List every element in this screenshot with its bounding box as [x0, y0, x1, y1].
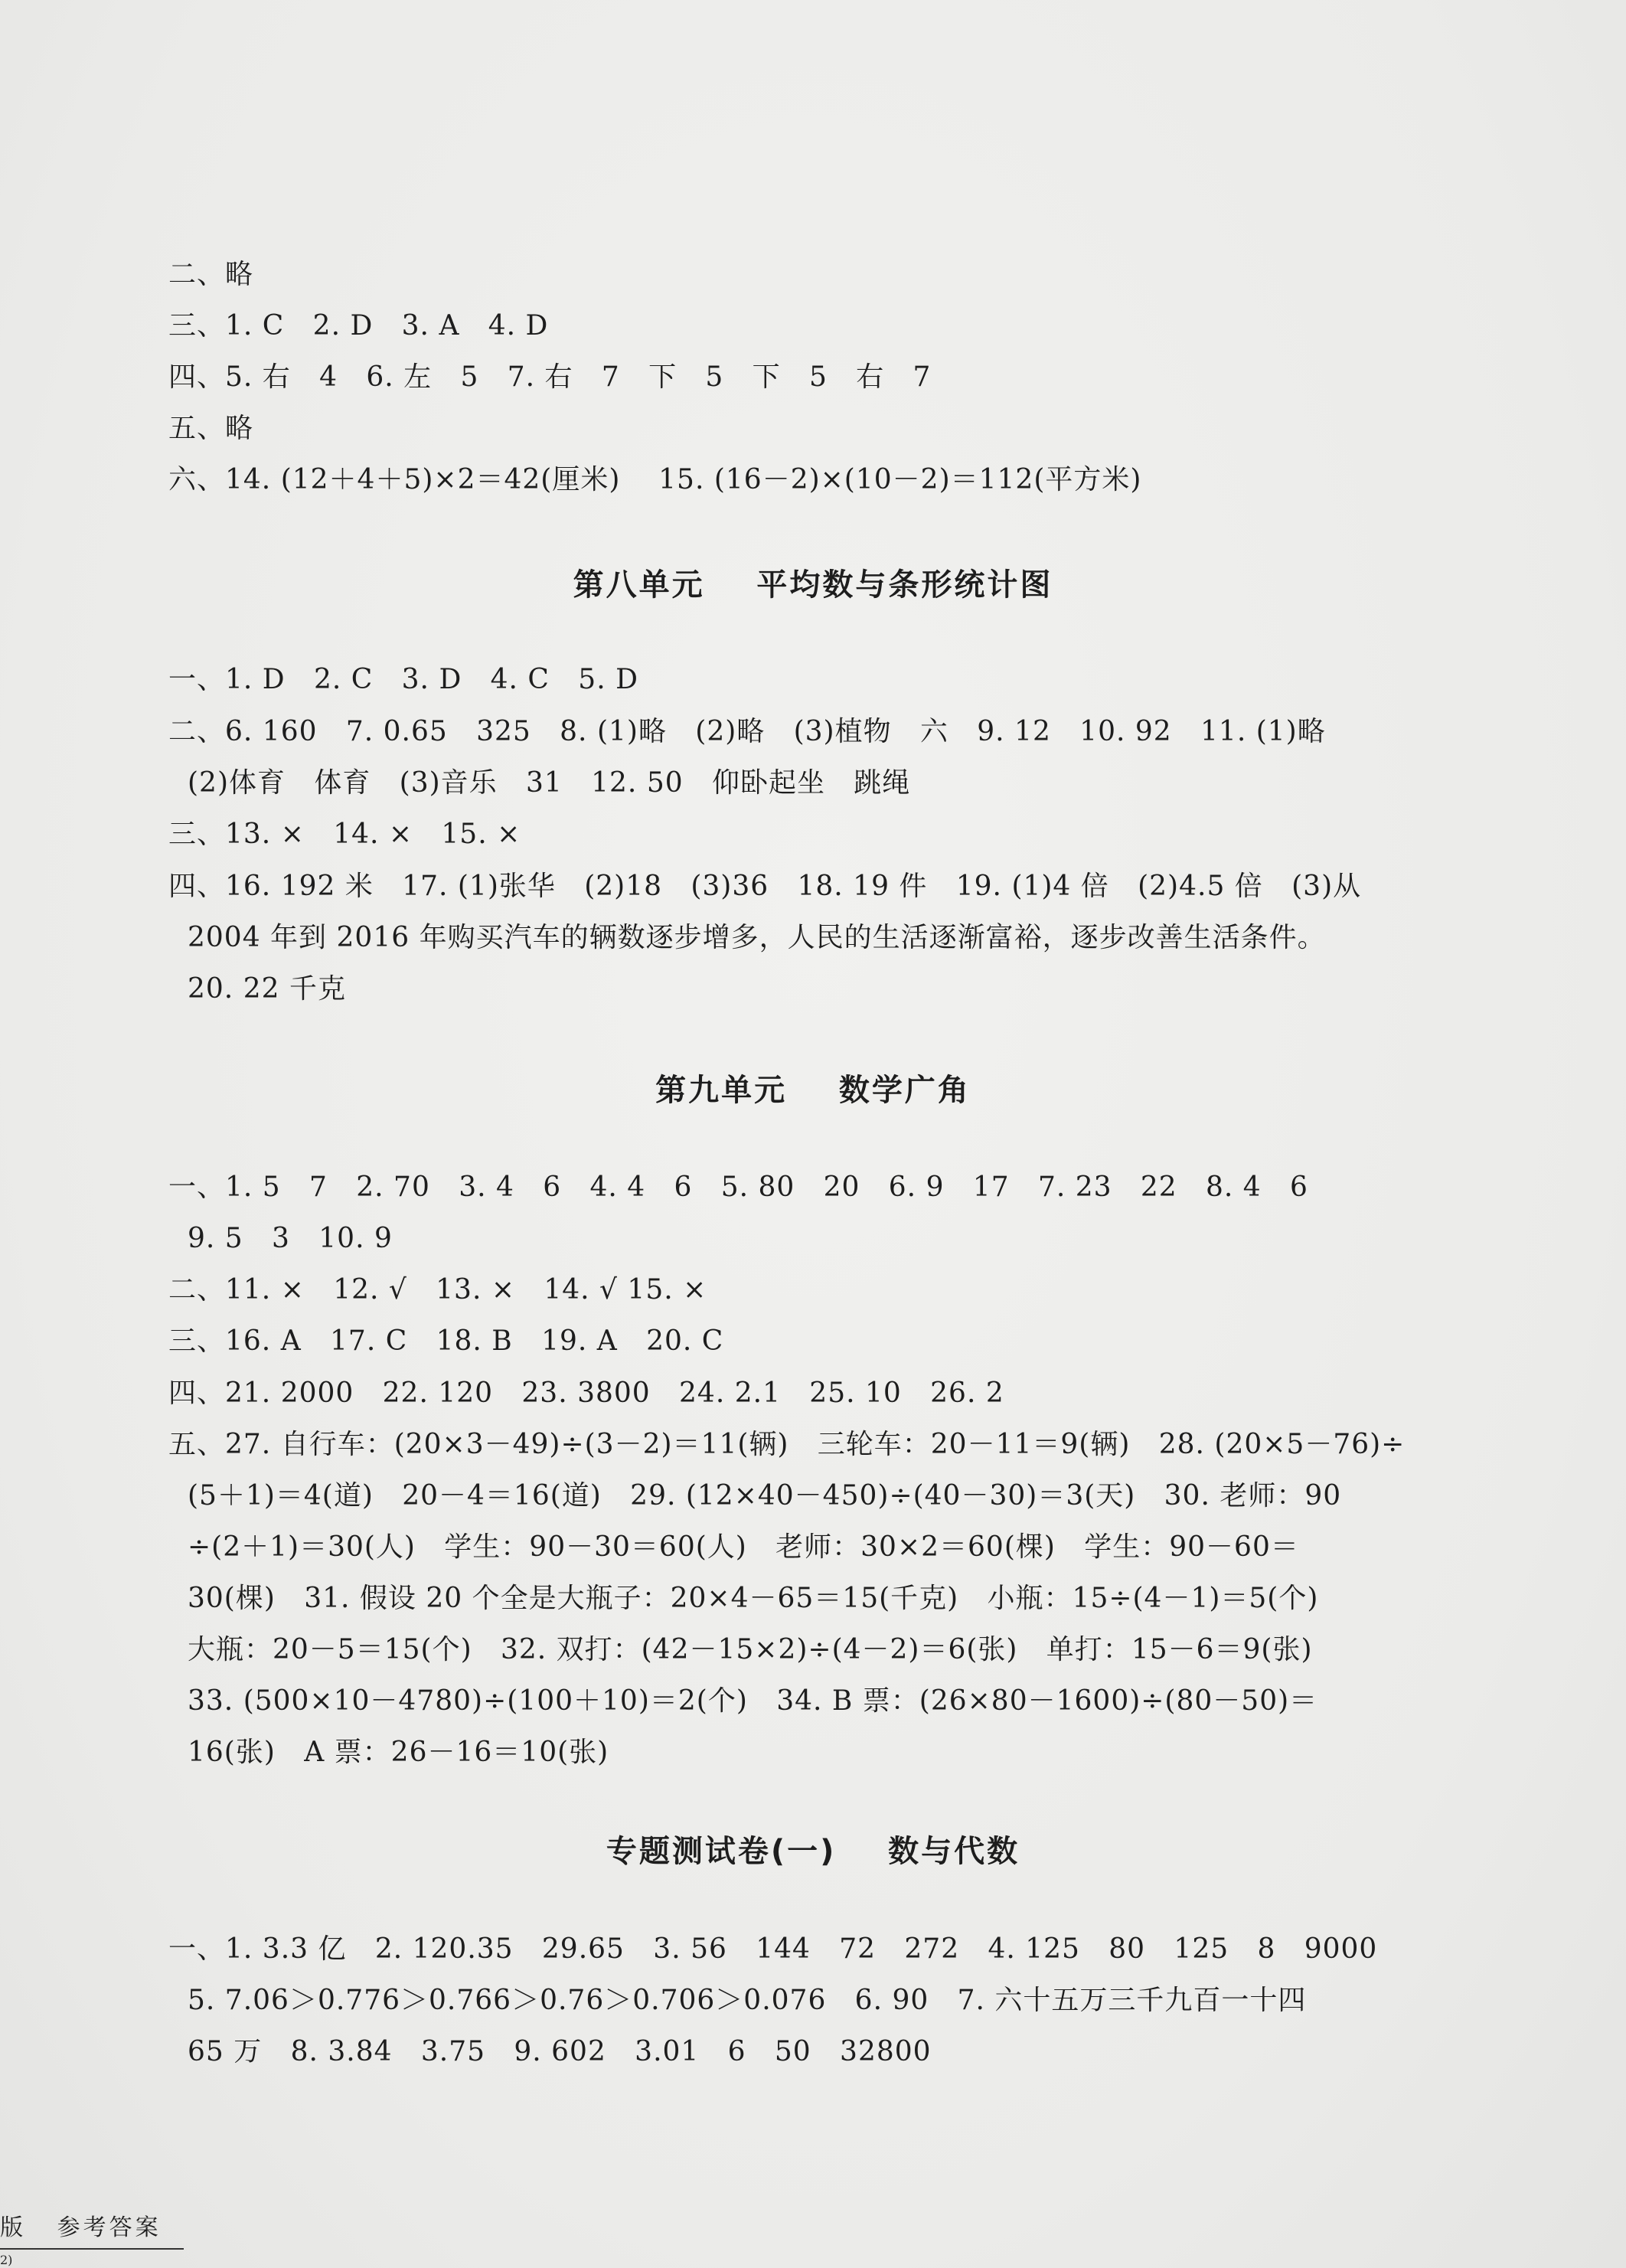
answer-line: ÷(2＋1)＝30(人) 学生：90－30＝60(人) 老师：30×2＝60(棵) 学生：90－60＝: [188, 1531, 1299, 1563]
answer-line: 5. 7.06＞0.776＞0.766＞0.76＞0.706＞0.076 6. 90 7. 六十五万三千九百一十四: [188, 1985, 1307, 2016]
answer-line: 33. (500×10－4780)÷(100＋10)＝2(个) 34. B 票：(26×80－1600)÷(80－50)＝: [188, 1685, 1318, 1717]
answer-line: 五、27. 自行车：(20×3－49)÷(3－2)＝11(辆) 三轮车：20－11＝9(辆) 28. (20×5－76)÷: [168, 1429, 1406, 1460]
footer-divider: [0, 2248, 184, 2250]
answer-line: 2004 年到 2016 年购买汽车的辆数逐步增多，人民的生活逐渐富裕，逐步改善生活条件。: [188, 922, 1326, 953]
answer-line: (2)体育 体育 (3)音乐 31 12. 50 仰卧起坐 跳绳: [188, 767, 911, 799]
answer-line: 一、1. D 2. C 3. D 4. C 5. D: [168, 664, 638, 695]
answer-line: 65 万 8. 3.84 3.75 9. 602 3.01 6 50 32800: [188, 2036, 932, 2067]
section-heading-special1: 专题测试卷(一) 数与代数: [606, 1834, 1020, 1869]
answer-line: 三、13. × 14. × 15. ×: [168, 819, 521, 850]
answer-line: 30(棵) 31. 假设 20 个全是大瓶子：20×4－65＝15(千克) 小瓶：15÷(4－1)＝5(个): [188, 1583, 1319, 1614]
answer-line: 大瓶：20－5＝15(个) 32. 双打：(42－15×2)÷(4－2)＝6(张) 单打：15－6＝9(张): [188, 1634, 1313, 1665]
answer-line: 四、21. 2000 22. 120 23. 3800 24. 2.1 25. 10 26. 2: [168, 1377, 1004, 1409]
section-heading-unit9: 第九单元 数学广角: [655, 1073, 971, 1108]
answer-line: 二、6. 160 7. 0.65 325 8. (1)略 (2)略 (3)植物 六 9. 12 10. 92 11. (1)略: [168, 716, 1326, 747]
answer-line: (5＋1)＝4(道) 20－4＝16(道) 29. (12×40－450)÷(40－30)＝3(天) 30. 老师：90: [188, 1480, 1342, 1511]
answer-line: 二、11. × 12. √ 13. × 14. √ 15. ×: [168, 1274, 707, 1306]
answer-line: 20. 22 千克: [188, 973, 346, 1005]
answer-line: 三、1. C 2. D 3. A 4. D: [168, 310, 549, 342]
answer-line: 四、16. 192 米 17. (1)张华 (2)18 (3)36 18. 19 件 19. (1)4 倍 (2)4.5 倍 (3)从: [168, 871, 1362, 902]
answer-line: 一、1. 3.3 亿 2. 120.35 29.65 3. 56 144 72 272 4. 125 80 125 8 9000: [168, 1933, 1378, 1965]
answer-line: 五、略: [168, 413, 254, 444]
page-footer: 版 参考答案: [0, 2214, 162, 2241]
answer-line: 一、1. 5 7 2. 70 3. 4 6 4. 4 6 5. 80 20 6. 9 17 7. 23 22 8. 4 6: [168, 1172, 1308, 1203]
answer-line: 16(张) A 票：26－16＝10(张): [188, 1737, 609, 1768]
section-heading-unit8: 第八单元 平均数与条形统计图: [573, 567, 1053, 603]
answer-line: 六、14. (12＋4＋5)×2＝42(厘米) 15. (16－2)×(10－2)＝112(平方米): [168, 464, 1142, 495]
answer-line: 四、5. 右 4 6. 左 5 7. 右 7 下 5 下 5 右 7: [168, 361, 932, 393]
answer-line: 9. 5 3 10. 9: [188, 1223, 393, 1254]
answer-line: 三、16. A 17. C 18. B 19. A 20. C: [168, 1325, 724, 1357]
answer-line: 二、略: [168, 259, 254, 290]
footer-mark: 2): [0, 2253, 13, 2267]
